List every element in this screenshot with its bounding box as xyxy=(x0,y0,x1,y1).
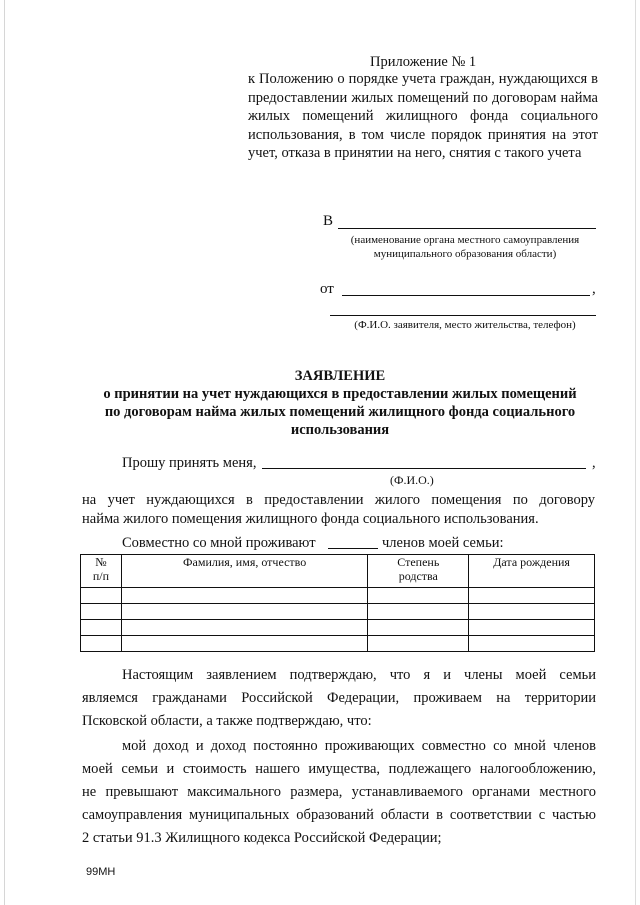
table-cell[interactable] xyxy=(81,604,122,620)
annex-body: к Положению о порядке учета граждан, нуждающихся в предоставлении жилых помещений по договорам найма жилых помещений жилищного фонда социального использования, в том числе порядок принятия на этот учет, отказа в принятии на него, снятия с такого учета xyxy=(248,71,598,161)
from-label: от xyxy=(320,281,334,297)
confirm-line-2: являемся гражданами Российской Федерации, проживаем на территории xyxy=(82,690,596,706)
title-line-3: использования xyxy=(290,422,390,438)
table-cell[interactable] xyxy=(368,620,469,636)
table-row xyxy=(81,636,595,652)
to-hint-1: (наименование органа местного самоуправления xyxy=(350,234,580,246)
document-title: ЗАЯВЛЕНИЕ xyxy=(294,368,386,384)
income-line-2: моей семьи и стоимость нашего имущества, подлежащего налогообложению, xyxy=(82,761,596,777)
col-fio-header: Фамилия, имя, отчество xyxy=(121,555,367,588)
table-cell[interactable] xyxy=(81,636,122,652)
scan-edge-left xyxy=(4,0,5,905)
income-line-5: 2 статьи 91.3 Жилищного кодекса Российской Федерации; xyxy=(82,830,442,846)
table-row xyxy=(81,620,595,636)
table-cell[interactable] xyxy=(121,620,367,636)
table-cell[interactable] xyxy=(469,588,595,604)
to-label: В xyxy=(323,213,334,229)
title-line-1: о принятии на учет нуждающихся в предоставлении жилых помещений xyxy=(103,386,577,402)
to-fill-line[interactable] xyxy=(338,228,596,229)
table-cell[interactable] xyxy=(81,620,122,636)
table-cell[interactable] xyxy=(469,620,595,636)
cohab-suffix: членов моей семьи: xyxy=(382,535,504,551)
from-fill-line-2[interactable] xyxy=(330,315,596,316)
col-relation-label-2: родства xyxy=(398,569,438,583)
col-number-label-1: № xyxy=(95,555,107,569)
request-line-2: на учет нуждающихся в предоставлении жилого помещения по договору xyxy=(82,492,595,508)
table-cell[interactable] xyxy=(368,588,469,604)
table-row xyxy=(81,588,595,604)
table-cell[interactable] xyxy=(121,604,367,620)
income-line-1: мой доход и доход постоянно проживающих совместно со мной членов xyxy=(122,738,596,754)
table-cell[interactable] xyxy=(368,636,469,652)
to-hint-2: муниципального образования области) xyxy=(373,248,557,260)
income-line-4: самоуправления муниципальных образований области в соответствии с частью xyxy=(82,807,596,823)
family-members-table xyxy=(80,554,595,652)
cohab-count-line[interactable] xyxy=(328,548,378,549)
confirm-line-3: Псковской области, а также подтверждаю, что: xyxy=(82,713,372,729)
title-line-2: по договорам найма жилых помещений жилищного фонда социального xyxy=(104,404,576,420)
confirm-line-1: Настоящим заявлением подтверждаю, что я и члены моей семьи xyxy=(122,667,596,683)
table-header-row xyxy=(81,555,595,588)
request-prefix: Прошу принять меня, xyxy=(122,455,257,471)
from-fill-line[interactable] xyxy=(342,295,590,296)
col-number-header xyxy=(81,555,122,588)
table-row xyxy=(81,604,595,620)
annex-title: Приложение № 1 xyxy=(370,54,477,70)
col-relation-header xyxy=(368,555,469,588)
income-line-3: не превышают максимального размера, устанавливаемого органами местного xyxy=(82,784,596,800)
cohab-prefix: Совместно со мной проживают xyxy=(122,535,316,551)
table-cell[interactable] xyxy=(368,604,469,620)
table-cell[interactable] xyxy=(121,636,367,652)
fio-fill-line[interactable] xyxy=(262,468,586,469)
table-cell[interactable] xyxy=(469,604,595,620)
request-comma: , xyxy=(592,455,596,471)
scan-edge-right xyxy=(635,0,636,905)
from-comma: , xyxy=(592,281,596,297)
footer-code: 99МН xyxy=(86,866,116,878)
table-cell[interactable] xyxy=(469,636,595,652)
col-relation-label-1: Степень xyxy=(397,555,440,569)
col-number-label-2: п/п xyxy=(92,569,110,583)
table-cell[interactable] xyxy=(81,588,122,604)
from-hint: (Ф.И.О. заявителя, место жительства, телефон) xyxy=(354,319,576,331)
fio-hint: (Ф.И.О.) xyxy=(390,473,434,487)
col-birthdate-header: Дата рождения xyxy=(469,555,595,588)
table-cell[interactable] xyxy=(121,588,367,604)
request-line-3: найма жилого помещения жилищного фонда социального использования. xyxy=(82,511,539,527)
